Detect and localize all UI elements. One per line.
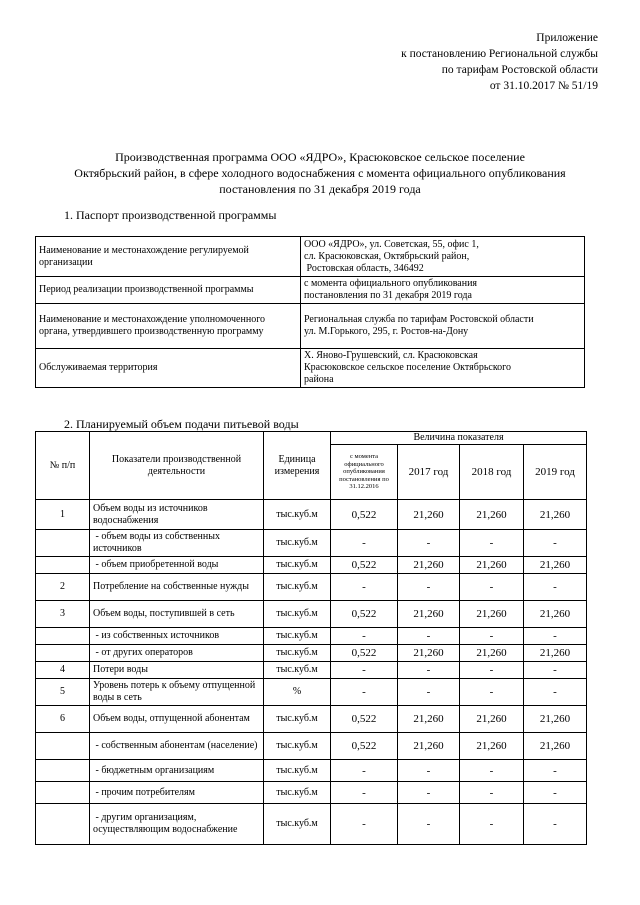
title-line: постановления по 31 декабря 2019 года bbox=[219, 182, 421, 196]
value-2017: 21,260 bbox=[398, 500, 460, 530]
value-2018: - bbox=[460, 760, 524, 782]
value-2018: 21,260 bbox=[460, 733, 524, 760]
table-row bbox=[36, 662, 587, 679]
value-period-2016: - bbox=[331, 760, 398, 782]
row-num bbox=[36, 557, 90, 574]
appendix-line: от 31.10.2017 № 51/19 bbox=[489, 80, 598, 92]
value-2019: 21,260 bbox=[524, 557, 587, 574]
passport-row bbox=[36, 237, 585, 277]
row-indicator: Потери воды bbox=[90, 662, 264, 679]
passport-row bbox=[36, 304, 585, 349]
value-period-2016: - bbox=[331, 628, 398, 645]
passport-value bbox=[301, 349, 585, 388]
header-2019: 2019 год bbox=[524, 445, 587, 500]
row-unit: тыс.куб.м bbox=[264, 804, 331, 845]
row-num bbox=[36, 782, 90, 804]
row-num bbox=[36, 530, 90, 557]
row-unit: тыс.куб.м bbox=[264, 782, 331, 804]
row-num bbox=[36, 628, 90, 645]
value-period-2016: - bbox=[331, 662, 398, 679]
value-2017: - bbox=[398, 628, 460, 645]
value-2018: - bbox=[460, 628, 524, 645]
row-indicator: - прочим потребителям bbox=[90, 782, 264, 804]
passport-value-line: постановления по 31 декабря 2019 года bbox=[304, 290, 472, 301]
passport-value-line: ул. М.Горького, 295, г. Ростов-на-Дону bbox=[304, 326, 469, 337]
value-2019: - bbox=[524, 662, 587, 679]
row-num: 5 bbox=[36, 679, 90, 706]
passport-value bbox=[301, 304, 585, 349]
value-2017: - bbox=[398, 662, 460, 679]
row-indicator: Объем воды из источников водоснабжения bbox=[90, 500, 264, 530]
row-indicator: - бюджетным организациям bbox=[90, 760, 264, 782]
passport-label: Наименование и местонахождение регулируемой организации bbox=[36, 237, 301, 277]
appendix-line: по тарифам Ростовской области bbox=[441, 64, 598, 76]
passport-value-line: Х. Яново-Грушевский, сл. Красюковская bbox=[304, 350, 478, 361]
value-2018: 21,260 bbox=[460, 645, 524, 662]
value-2018: - bbox=[460, 782, 524, 804]
value-period-2016: - bbox=[331, 782, 398, 804]
row-num bbox=[36, 760, 90, 782]
value-2018: - bbox=[460, 574, 524, 601]
row-unit: тыс.куб.м bbox=[264, 706, 331, 733]
passport-table bbox=[35, 236, 585, 388]
section-heading-volume: 2. Планируемый объем подачи питьевой воды bbox=[64, 417, 299, 431]
table-row bbox=[36, 557, 587, 574]
passport-value-line: сл. Красюковская, Октябрьский район, bbox=[304, 250, 470, 262]
row-indicator: Объем воды, поступившей в сеть bbox=[90, 601, 264, 628]
value-2018: - bbox=[460, 804, 524, 845]
value-period-2016: - bbox=[331, 574, 398, 601]
row-unit: тыс.куб.м bbox=[264, 500, 331, 530]
value-2017: - bbox=[398, 574, 460, 601]
value-period-2016: 0,522 bbox=[331, 706, 398, 733]
header-unit: Единица измерения bbox=[264, 432, 331, 500]
table-row bbox=[36, 645, 587, 662]
passport-value-line: Региональная служба по тарифам Ростовской области bbox=[304, 314, 534, 325]
row-unit: тыс.куб.м bbox=[264, 601, 331, 628]
table-row bbox=[36, 706, 587, 733]
value-2019: - bbox=[524, 628, 587, 645]
header-value-group: Величина показателя bbox=[331, 432, 587, 445]
value-period-2016: - bbox=[331, 804, 398, 845]
row-num: 4 bbox=[36, 662, 90, 679]
value-2017: - bbox=[398, 782, 460, 804]
row-unit: % bbox=[264, 679, 331, 706]
table-row bbox=[36, 500, 587, 530]
header-2017: 2017 год bbox=[398, 445, 460, 500]
header-period-2016: с момента официального опубликования постановления по 31.12.2016 bbox=[331, 445, 398, 500]
value-period-2016: - bbox=[331, 679, 398, 706]
document-title bbox=[30, 149, 610, 197]
passport-value-line: ООО «ЯДРО», ул. Советская, 55, офис 1, bbox=[304, 238, 479, 250]
passport-value bbox=[301, 237, 585, 277]
value-period-2016: 0,522 bbox=[331, 500, 398, 530]
passport-row bbox=[36, 277, 585, 304]
value-period-2016: 0,522 bbox=[331, 601, 398, 628]
value-2019: 21,260 bbox=[524, 601, 587, 628]
value-period-2016: - bbox=[331, 530, 398, 557]
row-unit: тыс.куб.м bbox=[264, 733, 331, 760]
value-2019: - bbox=[524, 804, 587, 845]
value-2018: 21,260 bbox=[460, 706, 524, 733]
value-2017: - bbox=[398, 804, 460, 845]
value-2017: 21,260 bbox=[398, 557, 460, 574]
header-num: № п/п bbox=[36, 432, 90, 500]
row-unit: тыс.куб.м bbox=[264, 628, 331, 645]
value-2017: - bbox=[398, 679, 460, 706]
value-2019: 21,260 bbox=[524, 645, 587, 662]
row-num bbox=[36, 733, 90, 760]
value-2019: 21,260 bbox=[524, 706, 587, 733]
row-indicator: - другим организациям, осуществляющим водоснабжение bbox=[90, 804, 264, 845]
table-row bbox=[36, 679, 587, 706]
row-num: 2 bbox=[36, 574, 90, 601]
row-unit: тыс.куб.м bbox=[264, 557, 331, 574]
section-heading-passport: 1. Паспорт производственной программы bbox=[64, 208, 277, 222]
title-line: Производственная программа ООО «ЯДРО», Красюковское сельское поселение bbox=[115, 150, 525, 164]
value-period-2016: 0,522 bbox=[331, 557, 398, 574]
row-unit: тыс.куб.м bbox=[264, 662, 331, 679]
passport-label: Наименование и местонахождение уполномоченного органа, утвердившего производственную программу bbox=[36, 304, 301, 349]
value-2018: - bbox=[460, 662, 524, 679]
row-unit: тыс.куб.м bbox=[264, 645, 331, 662]
appendix-line: Приложение bbox=[536, 32, 598, 44]
value-2018: 21,260 bbox=[460, 601, 524, 628]
table-row bbox=[36, 733, 587, 760]
row-indicator: Уровень потерь к объему отпущенной воды в сеть bbox=[90, 679, 264, 706]
row-indicator: Объем воды, отпущенной абонентам bbox=[90, 706, 264, 733]
value-2018: - bbox=[460, 530, 524, 557]
table-row bbox=[36, 530, 587, 557]
table-row bbox=[36, 760, 587, 782]
row-indicator: - объем воды из собственных источников bbox=[90, 530, 264, 557]
value-2017: 21,260 bbox=[398, 706, 460, 733]
passport-value-line: Ростовская область, 346492 bbox=[304, 262, 424, 274]
value-2017: - bbox=[398, 530, 460, 557]
value-2017: 21,260 bbox=[398, 645, 460, 662]
appendix-block bbox=[268, 30, 598, 94]
value-2017: - bbox=[398, 760, 460, 782]
value-2019: - bbox=[524, 760, 587, 782]
value-2019: - bbox=[524, 574, 587, 601]
passport-value-line: Красюковское сельское поселение Октябрьского bbox=[304, 362, 512, 373]
row-indicator: - объем приобретенной воды bbox=[90, 557, 264, 574]
value-2018: 21,260 bbox=[460, 557, 524, 574]
appendix-line: к постановлению Региональной службы bbox=[401, 48, 598, 60]
value-2018: - bbox=[460, 679, 524, 706]
header-2018: 2018 год bbox=[460, 445, 524, 500]
passport-label: Обслуживаемая территория bbox=[36, 349, 301, 388]
row-num bbox=[36, 804, 90, 845]
volume-table bbox=[35, 431, 587, 845]
table-row bbox=[36, 574, 587, 601]
row-unit: тыс.куб.м bbox=[264, 574, 331, 601]
value-period-2016: 0,522 bbox=[331, 733, 398, 760]
row-indicator: - собственным абонентам (население) bbox=[90, 733, 264, 760]
row-unit: тыс.куб.м bbox=[264, 760, 331, 782]
table-row bbox=[36, 628, 587, 645]
value-2018: 21,260 bbox=[460, 500, 524, 530]
value-period-2016: 0,522 bbox=[331, 645, 398, 662]
row-indicator: - из собственных источников bbox=[90, 628, 264, 645]
value-2019: - bbox=[524, 782, 587, 804]
passport-row bbox=[36, 349, 585, 388]
row-unit: тыс.куб.м bbox=[264, 530, 331, 557]
row-num: 6 bbox=[36, 706, 90, 733]
value-2019: 21,260 bbox=[524, 733, 587, 760]
title-line: Октябрьский район, в сфере холодного водоснабжения с момента официального опубликования bbox=[74, 166, 566, 180]
value-2017: 21,260 bbox=[398, 601, 460, 628]
value-2019: - bbox=[524, 679, 587, 706]
header-indicator: Показатели производственной деятельности bbox=[90, 432, 264, 500]
row-indicator: Потребление на собственные нужды bbox=[90, 574, 264, 601]
row-indicator: - от других операторов bbox=[90, 645, 264, 662]
table-row bbox=[36, 782, 587, 804]
table-row bbox=[36, 601, 587, 628]
value-2017: 21,260 bbox=[398, 733, 460, 760]
passport-value-line: района bbox=[304, 374, 334, 385]
value-2019: - bbox=[524, 530, 587, 557]
passport-label: Период реализации производственной программы bbox=[36, 277, 301, 304]
row-num: 1 bbox=[36, 500, 90, 530]
value-2019: 21,260 bbox=[524, 500, 587, 530]
passport-value-line: с момента официального опубликования bbox=[304, 278, 478, 289]
table-row bbox=[36, 804, 587, 845]
row-num bbox=[36, 645, 90, 662]
passport-value bbox=[301, 277, 585, 304]
row-num: 3 bbox=[36, 601, 90, 628]
